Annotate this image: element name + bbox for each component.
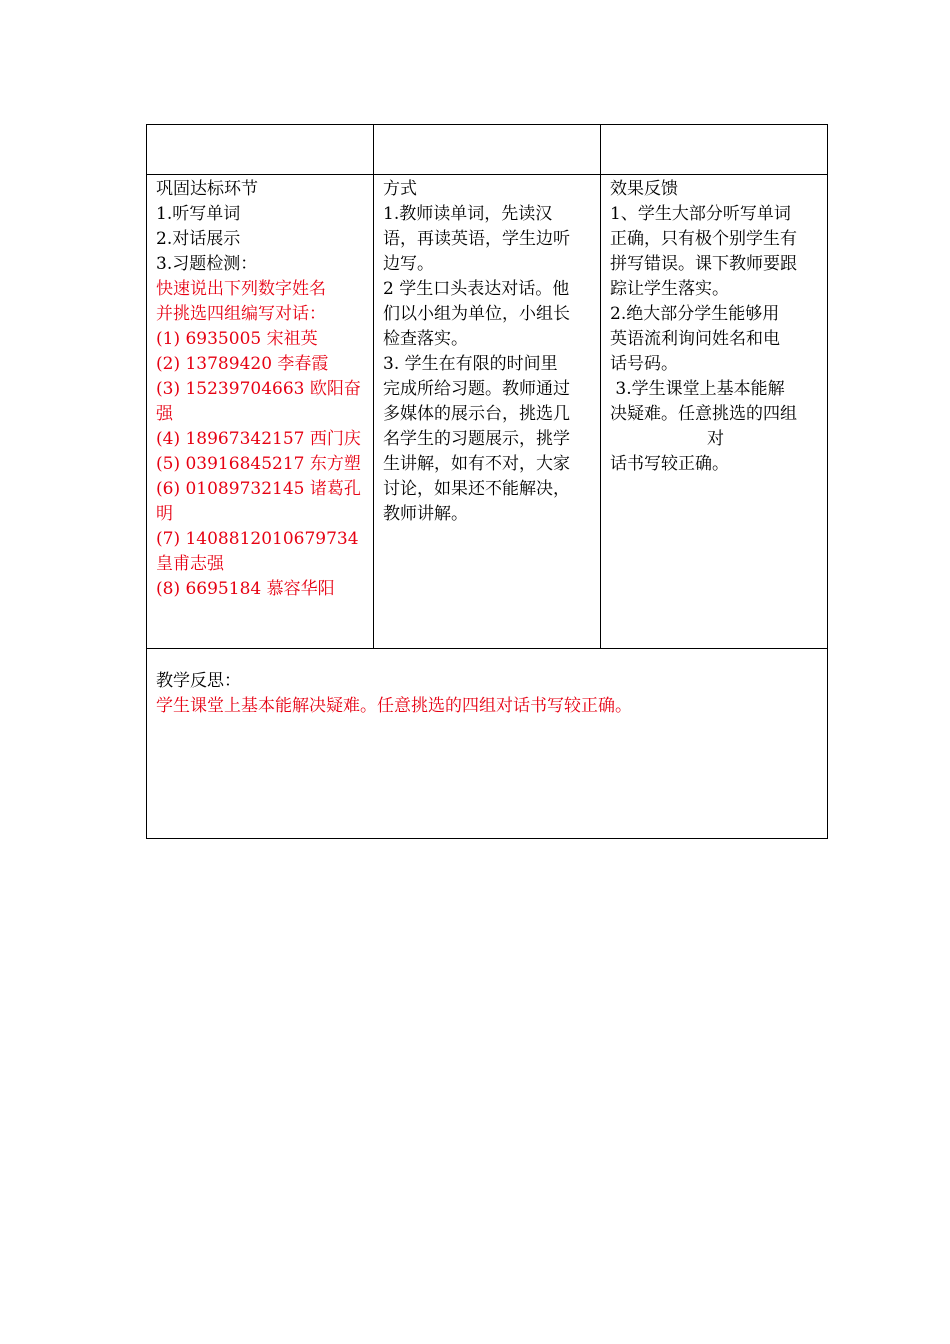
task-instruction: 并挑选四组编写对话：	[156, 304, 326, 324]
method-line: 2 学生口头表达对话。他	[383, 279, 570, 299]
step-item: 2.对话展示	[156, 229, 241, 249]
number-name-item: (2) 13789420 李春霞	[156, 354, 329, 374]
content-row	[147, 175, 828, 649]
method-line: 讨论，如果还不能解决，	[383, 479, 570, 499]
reflection-content	[147, 649, 827, 719]
feedback-line: 踪让学生落实。	[610, 279, 729, 299]
feedback-line: 3.学生课堂上基本能解	[610, 379, 785, 399]
number-name-item: 皇甫志强	[156, 554, 224, 574]
consolidation-content	[147, 175, 373, 602]
empty-cell-1	[147, 125, 374, 175]
empty-header-row	[147, 125, 828, 175]
method-cell	[374, 175, 601, 649]
method-line: 3. 学生在有限的时间里	[383, 354, 558, 374]
feedback-line: 话书写较正确。	[610, 454, 729, 474]
feedback-cell	[601, 175, 828, 649]
empty-cell-2	[374, 125, 601, 175]
method-line: 语，再读英语，学生边听	[383, 229, 570, 249]
feedback-line: 话号码。	[610, 354, 678, 374]
feedback-heading: 效果反馈	[610, 179, 678, 199]
method-line: 生讲解，如有不对，大家	[383, 454, 570, 474]
number-name-item: (1) 6935005 宋祖英	[156, 329, 318, 349]
feedback-line: 正确，只有极个别学生有	[610, 229, 797, 249]
number-name-item: (4) 18967342157 西门庆	[156, 429, 361, 449]
feedback-line: 英语流利询问姓名和电	[610, 329, 780, 349]
method-line: 多媒体的展示台，挑选几	[383, 404, 570, 424]
method-line: 们以小组为单位，小组长	[383, 304, 570, 324]
number-name-item: (6) 01089732145 诸葛孔	[156, 479, 361, 499]
consolidation-heading: 巩固达标环节	[156, 179, 258, 199]
method-line: 检查落实。	[383, 329, 468, 349]
number-name-item: 强	[156, 404, 173, 424]
feedback-content	[601, 175, 827, 477]
task-instruction: 快速说出下列数字姓名	[156, 279, 326, 299]
consolidation-cell	[147, 175, 374, 649]
feedback-line: 2.绝大部分学生能够用	[610, 304, 780, 324]
number-name-item: (7) 1408812010679734	[156, 529, 359, 549]
method-heading: 方式	[383, 179, 417, 199]
step-item: 1.听写单词	[156, 204, 241, 224]
reflection-label: 教学反思：	[156, 671, 241, 691]
feedback-line: 决疑难。任意挑选的四组	[610, 404, 797, 424]
method-content	[374, 175, 600, 527]
method-line: 教师讲解。	[383, 504, 468, 524]
feedback-line: 1、学生大部分听写单词	[610, 204, 791, 224]
number-name-item: (5) 03916845217 东方塑	[156, 454, 361, 474]
number-name-item: (3) 15239704663 欧阳奋	[156, 379, 361, 399]
step-item: 3.习题检测：	[156, 254, 258, 274]
method-line: 完成所给习题。教师通过	[383, 379, 570, 399]
lesson-plan-table	[146, 124, 828, 839]
method-line: 边写。	[383, 254, 434, 274]
empty-cell-3	[601, 125, 828, 175]
reflection-text: 学生课堂上基本能解决疑难。任意挑选的四组对话书写较正确。	[156, 696, 632, 716]
reflection-row	[147, 649, 828, 839]
number-name-item: 明	[156, 504, 173, 524]
method-line: 名学生的习题展示，挑学	[383, 429, 570, 449]
reflection-cell	[147, 649, 828, 839]
number-name-item: (8) 6695184 慕容华阳	[156, 579, 335, 599]
feedback-line: 拼写错误。课下教师要跟	[610, 254, 797, 274]
feedback-line: 对	[707, 429, 724, 449]
method-line: 1.教师读单词，先读汉	[383, 204, 553, 224]
